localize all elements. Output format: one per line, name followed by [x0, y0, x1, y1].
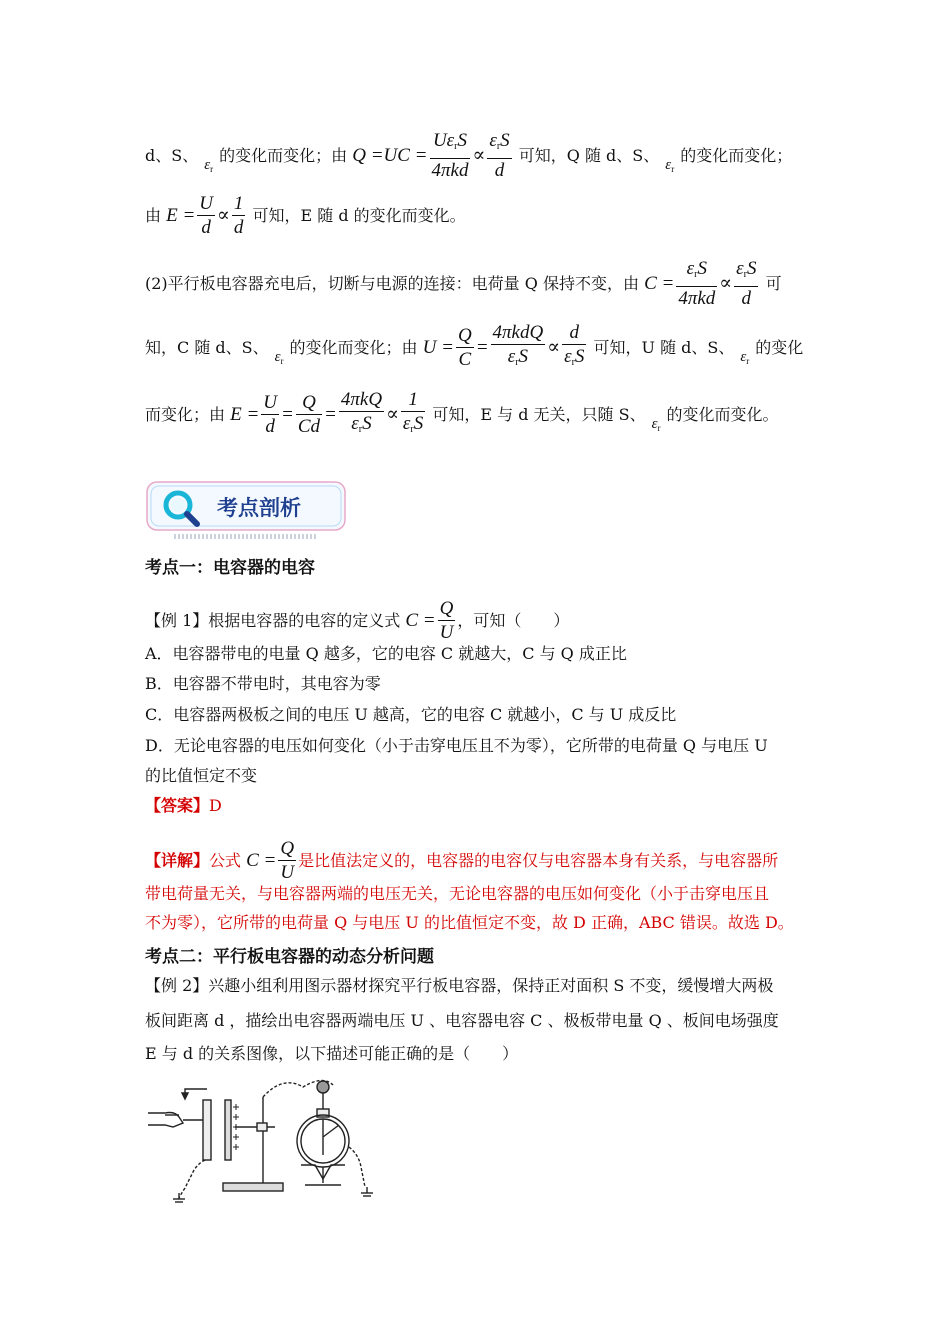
option-d-continued: 的比值恒定不变 [145, 766, 258, 785]
example2-line-2: 板间距离 d ，描绘出电容器两端电压 U 、电容器电容 C 、极板带电量 Q 、板间电场强度 [145, 1011, 779, 1030]
epsilon-symbol: $\varepsilon_r$ [204, 156, 214, 174]
example2-line-3: E 与 d 的关系图像，以下描述可能正确的是（ ） [145, 1044, 519, 1063]
option-c: C．电容器两极板之间的电压 U 越高，它的电容 C 就越小，C 与 U 成反比 [145, 705, 677, 724]
option-d: D．无论电容器的电压如何变化（小于击穿电压且不为零），它所带的电荷量 Q 与电压 U [145, 736, 768, 755]
epsilon-symbol: $\varepsilon_r$ [740, 348, 750, 366]
formula-c-def: C = $\frac{Q}{U}$ [405, 598, 454, 643]
epsilon-symbol: $\varepsilon_r$ [665, 156, 675, 174]
detail-line-1: 【详解】公式 C = $\frac{Q}{U}$ 是比值法定义的，电容器的电容仅与电容器本身有关系，与电容器所 [145, 838, 779, 883]
epsilon-symbol: $\varepsilon_r$ [651, 415, 661, 433]
answer-label: 【答案】 [145, 796, 210, 815]
banner-title: 考点剖析 [217, 496, 301, 520]
theory-line-1: d、S、 $\varepsilon_r$的变化而变化；由 Q =UC = $\frac{U\varepsilon_rS}{\text{4πkd}}$ ∝ $\frac{\varepsilon_rS}{d}$ 可知，Q 随 d、S、 $\varepsilon_r$的变化而变化； [145, 130, 793, 181]
section2-heading: 考点二：平行板电容器的动态分析问题 [145, 947, 434, 967]
section1-heading: 考点一：电容器的电容 [145, 558, 315, 578]
detail-label: 【详解】 [145, 850, 210, 870]
option-a: A．电容器带电的电量 Q 越多，它的电容 C 就越大，C 与 Q 成正比 [145, 644, 627, 663]
epsilon-symbol: $\varepsilon_r$ [274, 348, 284, 366]
theory-line-5: 而变化；由 E = $\frac{U}{d}$ = $\frac{Q}{Cd}$ = $\frac{\text{4πkQ}}{\varepsilon_rS}$ ∝ $\frac{1}{\varepsilon_rS}$ 可知，E 与 d 无关，只随 S、 $\varepsilon_r$的变化而变化。 [145, 389, 779, 437]
formula-e: E = $\frac{U}{d}$ = $\frac{Q}{Cd}$ = $\frac{\text{4πkQ}}{\varepsilon_rS}$ ∝ $\frac{1}{\varepsilon_rS}$ [230, 389, 424, 437]
detail-line-2: 带电荷量无关，与电容器两端的电压无关，无论电容器的电压如何变化（小于击穿电压且 [145, 884, 770, 903]
example2-line-1: 【例 2】兴趣小组利用图示器材探究平行板电容器，保持正对面积 S 不变，缓慢增大两极 [145, 976, 774, 995]
formula-u: U = $\frac{Q}{C}$ = $\frac{\text{4πkdQ}}{\varepsilon_rS}$ ∝ $\frac{d}{\varepsilon_rS}$ [422, 322, 585, 370]
formula-c: C = $\frac{\varepsilon_rS}{\text{4πkd}}$ ∝ $\frac{\varepsilon_rS}{d}$ [644, 258, 757, 309]
answer-value: D [209, 796, 222, 815]
answer-line [145, 795, 222, 817]
theory-line-3: (2)平行板电容器充电后，切断与电源的连接：电荷量 Q 保持不变，由 C = $\frac{\varepsilon_rS}{\text{4πkd}}$ ∝ $\frac{\varepsilon_rS}{d}$ 可 [145, 258, 782, 309]
detail-line-3: 不为零），它所带的电荷量 Q 与电压 U 的比值恒定不变，故 D 正确，ABC 错误。故选 D。 [145, 913, 794, 932]
apparatus-diagram [145, 1075, 395, 1205]
theory-line-4: 知，C 随 d、S、 $\varepsilon_r$的变化而变化；由 U = $\frac{Q}{C}$ = $\frac{\text{4πkdQ}}{\varepsilon_rS}$ ∝ $\frac{d}{\varepsilon_rS}$ 可知，U 随 d、S、 $\varepsilon_r$的变化 [145, 322, 804, 370]
theory-line-2: 由 E = $\frac{U}{d}$ ∝ $\frac{1}{d}$ 可知，E 随 d 的变化而变化。 [145, 193, 466, 238]
option-b: B．电容器不带电时，其电容为零 [145, 674, 381, 693]
section-banner [145, 480, 350, 540]
example1-question: 【例 1】根据电容器的电容的定义式 C = $\frac{Q}{U}$ ，可知（ ） [145, 598, 570, 643]
formula-q-uc: Q =UC = $\frac{U\varepsilon_rS}{\text{4πkd}}$ ∝ $\frac{\varepsilon_rS}{d}$ [352, 130, 510, 181]
capacitor-apparatus-figure [145, 1075, 395, 1205]
formula-c-def-detail: C = $\frac{Q}{U}$ [246, 838, 295, 883]
formula-e-ud: E = $\frac{U}{d}$ ∝ $\frac{1}{d}$ [166, 193, 244, 238]
